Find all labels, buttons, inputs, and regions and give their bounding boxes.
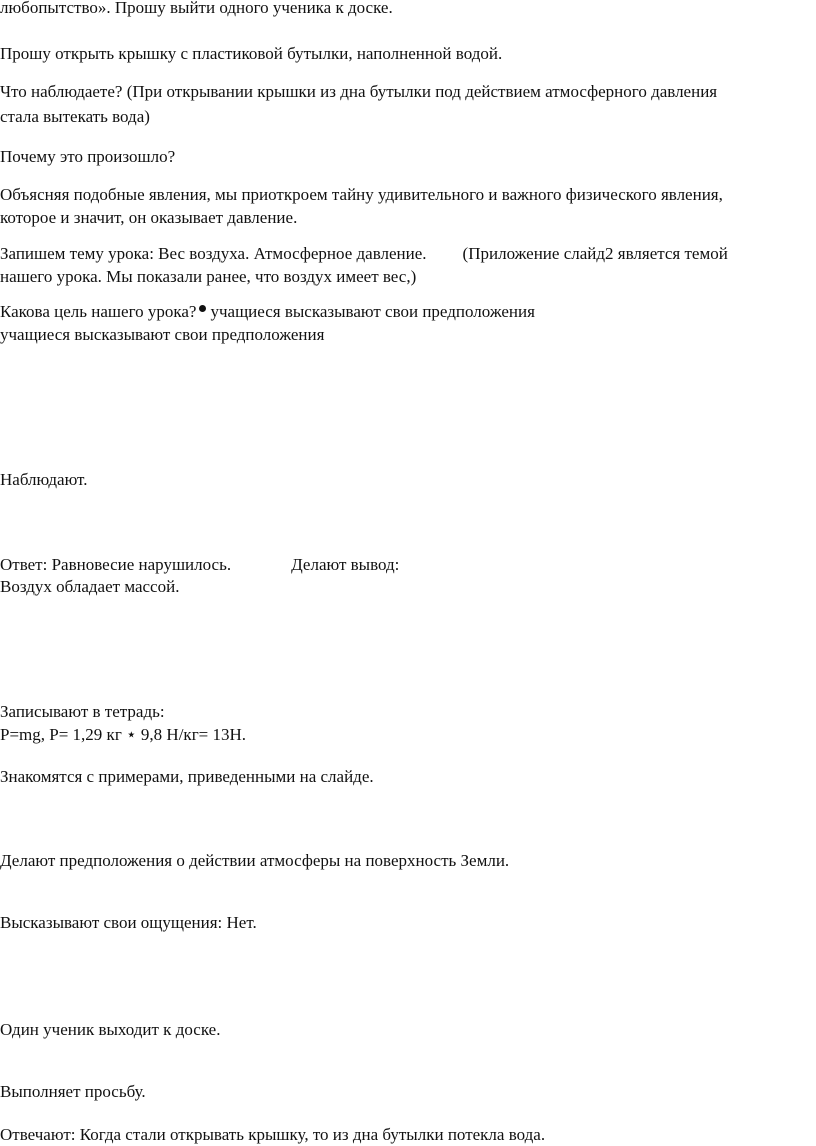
text-line: Делают предположения о действии атмосферы на поверхность Земли. (0, 851, 510, 870)
conclusion-label: Делают вывод: (291, 555, 400, 574)
text-line: Объясняя подобные явления, мы приоткроем тайну удивительного и важного физического явления, (0, 185, 723, 204)
text-line: нашего урока. Мы показали ранее, что воздух имеет вес,) (0, 267, 417, 286)
slide-note: (Приложение слайд2 является темой (462, 244, 728, 263)
text-line: Прошу открыть крышку с пластиковой бутылки, наполненной водой. (0, 44, 503, 63)
text-line: любопытство». Прошу выйти одного ученика к доске. (0, 0, 393, 17)
formula-line: P=mg, P= 1,29 кг ⋆ 9,8 Н/кг= 13Н. (0, 725, 247, 744)
answer-text: Ответ: Равновесие нарушилось. (0, 555, 232, 574)
lesson-topic: Запишем тему урока: Вес воздуха. Атмосферное давление. (0, 244, 427, 263)
text-line: Выполняет просьбу. (0, 1082, 146, 1101)
text-line: Наблюдают. (0, 470, 88, 489)
text-line: Высказывают свои ощущения: Нет. (0, 913, 257, 932)
text-line: учащиеся высказывают свои предположения (0, 325, 325, 344)
text-line: стала вытекать вода) (0, 107, 150, 126)
student-response: учащиеся высказывают свои предположения (210, 302, 535, 321)
lesson-goal-question: Какова цель нашего урока? (0, 302, 197, 321)
text-line: Знакомятся с примерами, приведенными на слайде. (0, 767, 374, 786)
text-line (0, 300, 535, 323)
text-line: Что наблюдаете? (При открывании крышки из дна бутылки под действием атмосферного давления (0, 82, 718, 101)
text-line: Один ученик выходит к доске. (0, 1020, 221, 1039)
text-line: Почему это произошло? (0, 147, 176, 166)
bullet-icon (199, 305, 206, 312)
text-line: Записывают в тетрадь: (0, 702, 165, 721)
text-line: Отвечают: Когда стали открывать крышку, то из дна бутылки потекла вода. (0, 1125, 546, 1144)
text-line: которое и значит, он оказывает давление. (0, 208, 298, 227)
text-line (0, 242, 728, 265)
text-line (0, 553, 399, 576)
text-line: Воздух обладает массой. (0, 577, 180, 596)
